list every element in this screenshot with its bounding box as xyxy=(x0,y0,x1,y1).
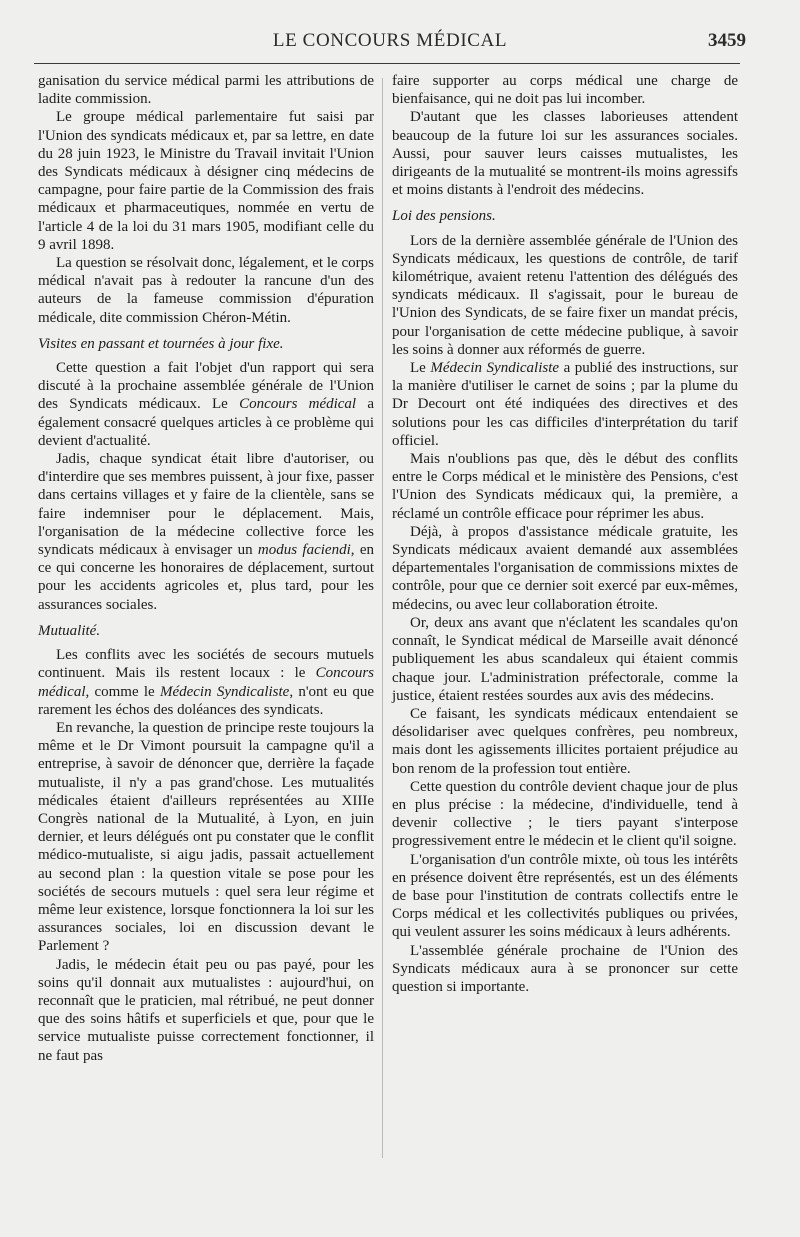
paragraph: D'autant que les classes laborieuses attendent beaucoup de la future loi sur les assurances sociales. Aussi, pour sauver leurs caisses mutualistes, les dirigeants de la mutualité se montrent-ils moins agressifs et moins distants à l'endroit des médecins. xyxy=(392,109,738,199)
paragraph-text: Le xyxy=(410,360,431,377)
journal-title: LE CONCOURS MÉDICAL xyxy=(272,30,508,51)
paragraph-text: Cette question a fait l'objet d'un rapport qui sera discuté à la prochaine assemblée générale de l'Union des Syndicats médicaux. Le xyxy=(38,360,374,413)
paragraph: L'assemblée générale prochaine de l'Union des Syndicats médicaux aura à se prononcer sur cette question si importante. xyxy=(392,942,738,995)
paragraph-text: a publié des instructions, sur la manière d'utiliser le carnet de soins ; par la plume du Dr Decourt ont été indiquées des directives et des solutions pour les cas difficiles d'interprétation du tarif officiel. xyxy=(392,360,738,449)
paragraph-text: Jadis, chaque syndicat était libre d'autoriser, ou d'interdire que ses membres puissent, à jour fixe, passer dans certains villages et y faire de la clientèle, sans se faire indemniser pour le déplacement. Mais, l'organisation de la médecine collective force les syndicats médicaux à envisager un xyxy=(38,451,374,559)
header-rule xyxy=(34,63,740,64)
journal-name: Médecin Syndicaliste xyxy=(430,360,560,377)
section-heading: Visites en passant et tournées à jour fixe. xyxy=(38,335,284,352)
paragraph: En revanche, la question de principe reste toujours la même et le Dr Vimont poursuit la campagne qu'il a entreprise, à savoir de dénoncer que, derrière la façade mutualiste, il n'y a pas grand'chose. Les mutualités médicales étaient d'ailleurs représentées au XIIIe Congrès national de la Mutualité, à Lyon, en juin dernier, et leurs délégués ont pu constater que le conflit médico-mutualiste, si aigu jadis, passait actuellement au second plan : la question vitale se pose pour les sociétés de secours mutuels : quel sera leur régime et même leur existence, lorsque fonctionnera la loi sur les assurances sociales, loi en discussion devant le Parlement ? xyxy=(38,719,374,955)
paragraph: ganisation du service médical parmi les attributions de ladite commission. xyxy=(38,73,374,108)
column-divider xyxy=(382,78,383,1158)
paragraph-text: , n'ont eu que rarement les échos des doléances des syndicats. xyxy=(38,683,375,718)
journal-name: Concours médical xyxy=(38,665,374,700)
paragraph-text: , en ce qui concerne les honoraires de déplacement, surtout pour les accidents agricoles et, plus tard, pour les assurances sociales. xyxy=(38,542,374,613)
left-column xyxy=(38,72,374,1065)
journal-name: Concours médical xyxy=(239,396,357,413)
section-heading: Loi des pensions. xyxy=(392,208,496,225)
paragraph-text: Les conflits avec les sociétés de secours mutuels continuent. Mais ils restent locaux : le xyxy=(38,647,374,682)
paragraph: Lors de la dernière assemblée générale de l'Union des Syndicats médicaux, les questions de contrôle, de tarif kilométrique, avaient retenu l'attention des délégués des syndicats médicaux. Il s'agissait, pour le bureau de l'Union des Syndicats, de se faire fixer un mandat précis, pour l'organisation de cette médecine publique, à savoir les soins à donner aux réformés de guerre. xyxy=(392,232,738,358)
paragraph-text: , comme le xyxy=(85,683,160,700)
paragraph xyxy=(38,450,374,614)
paragraph: Le groupe médical parlementaire fut saisi par l'Union des syndicats médicaux et, par sa lettre, en date du 28 juin 1923, le Ministre du Travail invitait l'Union des Syndicats médicaux à désigner cinq médecins de campagne, pour faire partie de la Commission des frais médicaux et pharmaceutiques, nommée en vertu de l'article 4 de la loi du 31 mars 1905, modifiant celle du 9 avril 1898. xyxy=(38,109,374,253)
paragraph: faire supporter au corps médical une charge de bienfaisance, qui ne doit pas lui incomber. xyxy=(392,73,738,108)
section-heading: Mutualité. xyxy=(38,622,101,639)
paragraph-text: a également consacré quelques articles à ce problème qui devient d'actualité. xyxy=(38,396,374,449)
paragraph: Ce faisant, les syndicats médicaux entendaient se désolidariser avec quelques confrères, peu nombreux, mais dont les agissements illicites portaient préjudice au bon renom de la profession tout entière. xyxy=(392,705,738,777)
paragraph: Or, deux ans avant que n'éclatent les scandales qu'on connaît, le Syndicat médical de Marseille avait dénoncé publiquement les abus scandaleux qui étaient commis chaque jour. L'administration préfectorale, comme la justice, étaient restées sourdes aux avis des médecins. xyxy=(392,614,738,704)
paragraph: Mais n'oublions pas que, dès le début des conflits entre le Corps médical et le ministère des Pensions, c'est l'Union des Syndicats médicaux qui, la première, a réclamé un contrôle efficace pour réprimer les abus. xyxy=(392,451,738,522)
paragraph: Jadis, le médecin était peu ou pas payé, pour les soins qu'il donnait aux mutualistes : aujourd'hui, on reconnaît que le praticien, mal rétribué, ne peut donner que des soins hâtifs et superficiels et que, pour que le service mutualiste puisse correctement fonctionner, il ne faut pas xyxy=(38,956,374,1064)
paragraph xyxy=(38,359,374,450)
paragraph: Déjà, à propos d'assistance médicale gratuite, les Syndicats médicaux avaient demandé aux assemblées départementales l'organisation de commissions mixtes de contrôle, pour que ce dernier soit exercé par eux-mêmes, médecins, ou avec leur collaboration étroite. xyxy=(392,523,738,613)
right-column xyxy=(392,72,738,996)
paragraph xyxy=(38,646,374,719)
paragraph: L'organisation d'un contrôle mixte, où tous les intérêts en présence doivent être représentés, est un des éléments de base pour l'institution de contrats collectifs entre le Corps médical et les collectivités publiques ou privées, qui veulent assurer les soins médicaux à leurs adhérents. xyxy=(392,851,738,941)
page-header xyxy=(34,30,746,56)
page-number: 3459 xyxy=(708,30,746,51)
paragraph xyxy=(392,359,738,450)
journal-name: Médecin Syndicaliste xyxy=(159,683,290,700)
latin-phrase: modus faciendi xyxy=(257,542,351,559)
paragraph: La question se résolvait donc, légalement, et le corps médical n'avait pas à redouter la rancune d'un des auteurs de la fameuse commission d'épuration médicale, dite commission Chéron-Métin. xyxy=(38,255,374,326)
paragraph: Cette question du contrôle devient chaque jour de plus en plus précise : la médecine, d'individuelle, tend à devenir collective ; le tiers payant s'interpose progressivement entre le médecin et le client qu'il soigne. xyxy=(392,778,738,850)
